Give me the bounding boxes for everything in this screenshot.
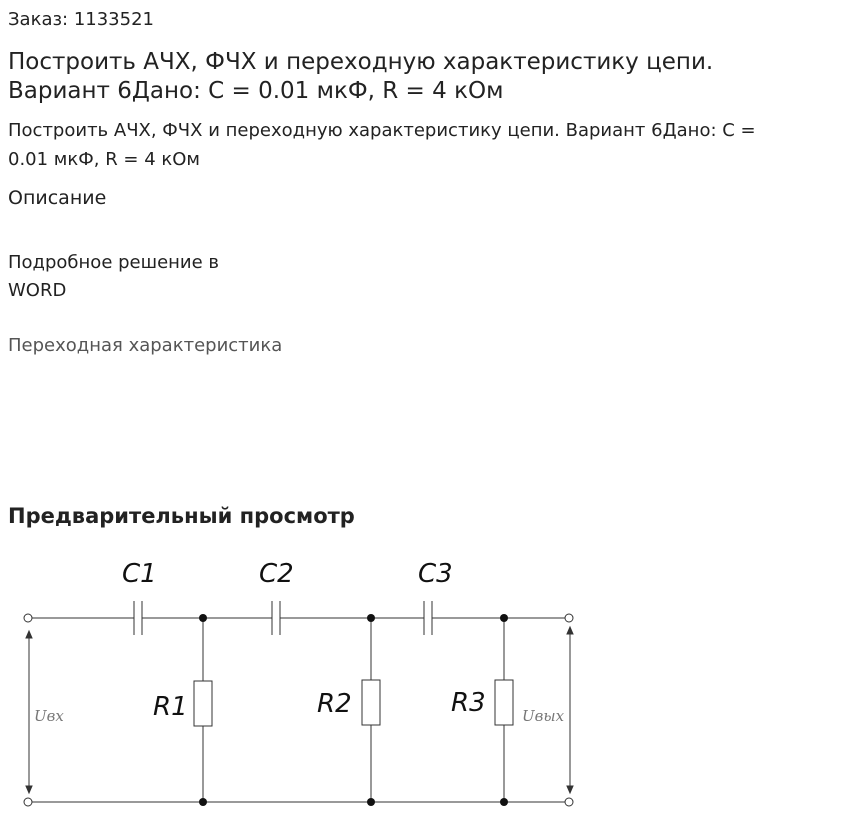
resistor-r3-symbol bbox=[495, 618, 513, 802]
task-description-line-1: Построить АЧХ, ФЧХ и переходную характеристику цепи. Вариант 6Дано: С = bbox=[8, 120, 756, 141]
junction-dot bbox=[500, 614, 508, 622]
input-terminal bbox=[24, 614, 32, 622]
output-voltage-label: Uвых bbox=[522, 707, 565, 725]
junction-dot bbox=[199, 798, 207, 806]
output-voltage-arrow bbox=[567, 627, 573, 793]
resistor-r1-label: R1 bbox=[153, 692, 188, 722]
task-description-line-2: 0.01 мкФ, R = 4 кОм bbox=[8, 149, 201, 170]
input-terminal bbox=[24, 798, 32, 806]
capacitor-c2-label: C2 bbox=[259, 559, 294, 589]
junction-dot bbox=[367, 614, 375, 622]
junction-dot bbox=[199, 614, 207, 622]
task-description bbox=[8, 116, 828, 174]
page-title-line-1: Построить АЧХ, ФЧХ и переходную характеристику цепи. bbox=[8, 49, 714, 75]
preview-heading: Предварительный просмотр bbox=[8, 504, 355, 528]
input-voltage-label: Uвх bbox=[34, 707, 64, 725]
solution-note-line-1: Подробное решение в bbox=[8, 252, 220, 273]
input-voltage-arrow bbox=[26, 631, 32, 793]
page-title bbox=[8, 48, 828, 106]
resistor-r1-symbol bbox=[194, 618, 212, 802]
junction-dot bbox=[500, 798, 508, 806]
resistor-r2-symbol bbox=[362, 618, 380, 802]
output-terminal bbox=[565, 614, 573, 622]
output-terminal bbox=[565, 798, 573, 806]
capacitor-c3-symbol bbox=[424, 601, 432, 635]
resistor-r2-label: R2 bbox=[317, 689, 352, 719]
junction-dot bbox=[367, 798, 375, 806]
transient-response-link[interactable]: Переходная характеристика bbox=[8, 335, 283, 356]
page-title-line-2: Вариант 6Дано: С = 0.01 мкФ, R = 4 кОм bbox=[8, 78, 504, 104]
capacitor-c1-label: C1 bbox=[122, 559, 157, 589]
capacitor-c1-symbol bbox=[134, 601, 142, 635]
solution-note bbox=[8, 249, 248, 305]
solution-note-line-2: WORD bbox=[8, 280, 67, 301]
order-number: Заказ: 1133521 bbox=[8, 9, 154, 30]
capacitor-c2-symbol bbox=[272, 601, 280, 635]
circuit-diagram bbox=[0, 540, 600, 825]
capacitor-c3-label: C3 bbox=[418, 559, 453, 589]
description-heading: Описание bbox=[8, 187, 107, 209]
resistor-r3-label: R3 bbox=[451, 688, 486, 718]
